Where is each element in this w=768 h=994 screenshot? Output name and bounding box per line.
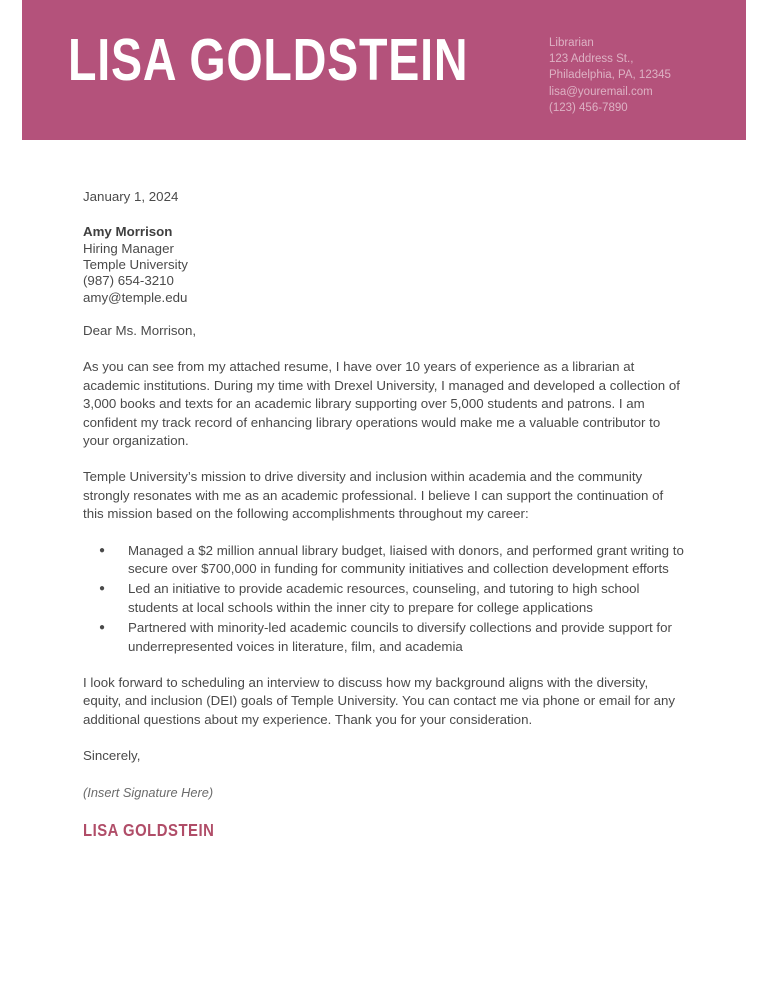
recipient-name: Amy Morrison — [83, 224, 173, 240]
salutation: Dear Ms. Morrison, — [83, 322, 197, 338]
bullet-icon: ● — [99, 622, 106, 634]
header-contact-block — [549, 35, 671, 116]
bullet-icon: ● — [99, 583, 106, 595]
list-item-text: Partnered with minority-led academic councils to diversify collections and provide support for underrepresented voices in literature, film, and academia — [128, 620, 672, 654]
signature-placeholder: (Insert Signature Here) — [83, 784, 214, 800]
sign-off: Sincerely, — [83, 748, 141, 764]
list-item-text: Managed a $2 million annual library budget, liaised with donors, and performed grant writing to secure over $700,000 in funding for community initiatives and collection development efforts — [128, 542, 684, 576]
body-paragraph-2: Temple University’s mission to drive diversity and inclusion within academia and the community strongly resonates with me as an academic professional. I believe I can support the continuation of this mission based on the following accomplishments throughout my career: — [83, 469, 664, 522]
list-item — [83, 580, 687, 617]
body-paragraph-1: As you can see from my attached resume, I have over 10 years of experience as a librarian at academic institutions. During my time with Drexel University, I managed and developed a collection of 3,000 books and texts for an academic library supporting over 5,000 students and patrons. I am confident my track record of enhancing library operations would make me a valuable contributor to your organization. — [83, 359, 680, 448]
accomplishments-list — [83, 542, 687, 656]
contact-address-line-2: Philadelphia, PA, 12345 — [549, 69, 671, 82]
signature-name: LISA GOLDSTEIN — [83, 820, 215, 841]
recipient-block — [83, 224, 687, 305]
bullet-icon: ● — [99, 544, 106, 556]
recipient-phone: (987) 654-3210 — [83, 273, 174, 289]
contact-email: lisa@youremail.com — [549, 85, 653, 98]
recipient-title: Hiring Manager — [83, 240, 174, 256]
header-band — [22, 0, 746, 140]
contact-address-line-1: 123 Address St., — [549, 53, 634, 66]
list-item — [83, 619, 687, 656]
applicant-name-heading: LISA GOLDSTEIN — [68, 27, 469, 93]
recipient-company: Temple University — [83, 257, 188, 272]
contact-phone: (123) 456-7890 — [549, 101, 628, 114]
list-item — [83, 542, 687, 579]
closing-paragraph: I look forward to scheduling an interview to discuss how my background aligns with the diversity, equity, and inclusion (DEI) goals of Temple University. You can contact me via phone or email for any additional questions about my experience. Thank you for your consideration. — [83, 674, 676, 727]
letter-date: January 1, 2024 — [83, 189, 179, 204]
list-item-text: Led an initiative to provide academic resources, counseling, and tutoring to high school students at local schools within the inner city to prepare for college applications — [128, 581, 640, 615]
letter-body — [83, 188, 687, 839]
contact-job-title: Librarian — [549, 37, 594, 49]
recipient-email: amy@temple.edu — [83, 289, 188, 305]
